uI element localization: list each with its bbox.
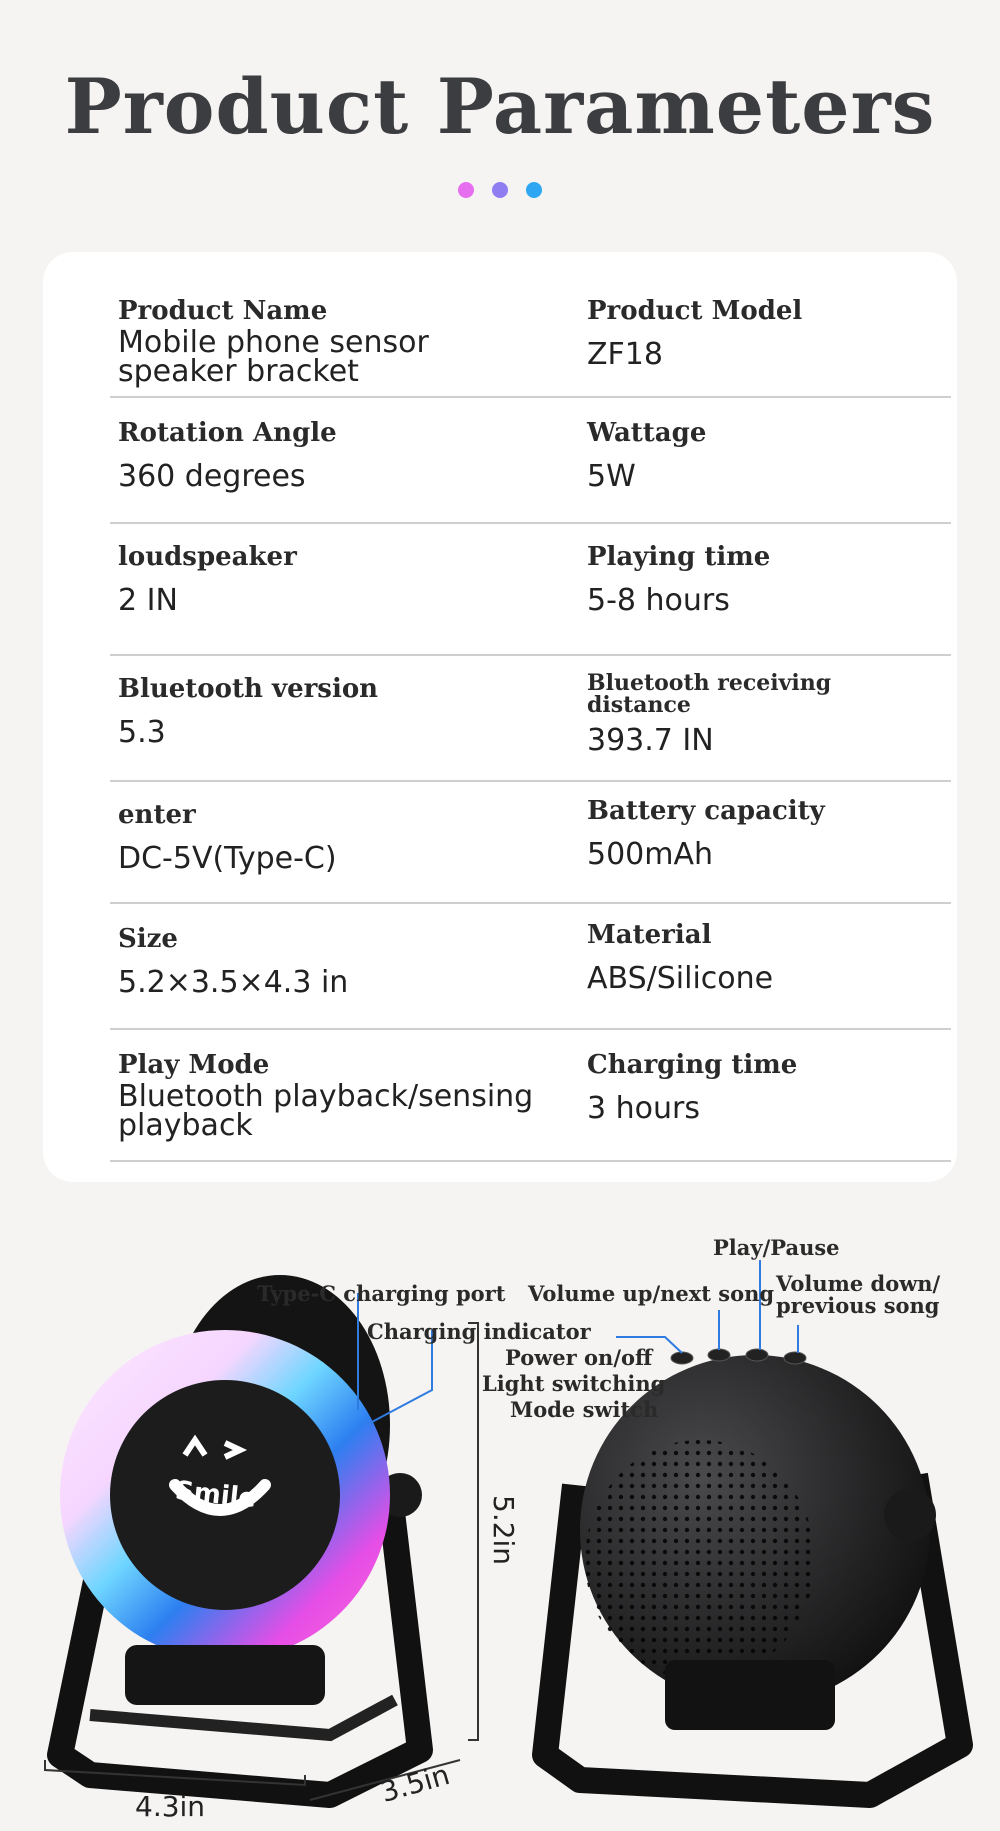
callout-volume-up: Volume up/next song [528, 1281, 775, 1306]
param-label: Charging time [587, 1050, 798, 1080]
param-value: 5.3 [118, 715, 166, 750]
pink-dot [458, 182, 474, 198]
dimension-width: 4.3in [135, 1790, 206, 1823]
callout-type-c: Type-C charging port [257, 1281, 506, 1306]
param-label: Material [587, 920, 712, 950]
param-label: loudspeaker [118, 542, 297, 572]
param-value: 360 degrees [118, 459, 306, 494]
callout-mode: Mode switch [510, 1397, 659, 1422]
callout-light: Light switching [482, 1371, 666, 1396]
callout-volume-down: Volume down/ previous song [776, 1271, 941, 1318]
callout-charging-indicator: Charging indicator [367, 1319, 591, 1344]
param-label: Wattage [587, 418, 707, 448]
param-label: Play Mode [118, 1050, 270, 1080]
param-value: DC-5V(Type-C) [118, 841, 337, 876]
param-value: ABS/Silicone [587, 961, 774, 996]
param-label: Product Model [587, 296, 803, 326]
param-label: Playing time [587, 542, 771, 572]
parameters-card [43, 252, 957, 1182]
purple-dot [492, 182, 508, 198]
product-illustration [0, 1195, 1000, 1831]
param-value: 5-8 hours [587, 583, 730, 618]
dimension-depth: 3.5in [376, 1757, 454, 1810]
param-label: Bluetooth receiving distance [587, 670, 832, 718]
param-label: Battery capacity [587, 796, 825, 826]
param-value: 5W [587, 459, 636, 494]
param-value: 2 IN [118, 583, 178, 618]
param-label: Rotation Angle [118, 418, 337, 448]
param-value: Mobile phone sensor speaker bracket [118, 325, 429, 389]
param-label: Size [118, 924, 178, 954]
param-label: Product Name [118, 296, 328, 326]
param-value: 3 hours [587, 1091, 700, 1126]
param-value: Bluetooth playback/sensing playback [118, 1079, 534, 1143]
decorative-dots [0, 182, 1000, 203]
front-speaker [60, 1275, 422, 1795]
param-value: ZF18 [587, 337, 663, 372]
param-row [110, 524, 951, 656]
param-row [110, 782, 951, 904]
dimension-height: 5.2in [487, 1495, 520, 1566]
param-row [110, 296, 951, 398]
param-label: enter [118, 800, 196, 830]
page-title: Product Parameters [64, 62, 936, 151]
param-value: 5.2×3.5×4.3 in [118, 965, 349, 1000]
param-label: Bluetooth version [118, 674, 379, 704]
param-value: 500mAh [587, 837, 714, 872]
blue-dot [526, 182, 542, 198]
param-row [110, 656, 951, 782]
callout-play-pause: Play/Pause [713, 1235, 840, 1260]
param-value: 393.7 IN [587, 723, 714, 758]
face-text: Smile [173, 1475, 258, 1515]
param-row [110, 904, 951, 1030]
param-row [110, 398, 951, 524]
callout-power: Power on/off [505, 1345, 653, 1370]
param-row [110, 1030, 951, 1162]
